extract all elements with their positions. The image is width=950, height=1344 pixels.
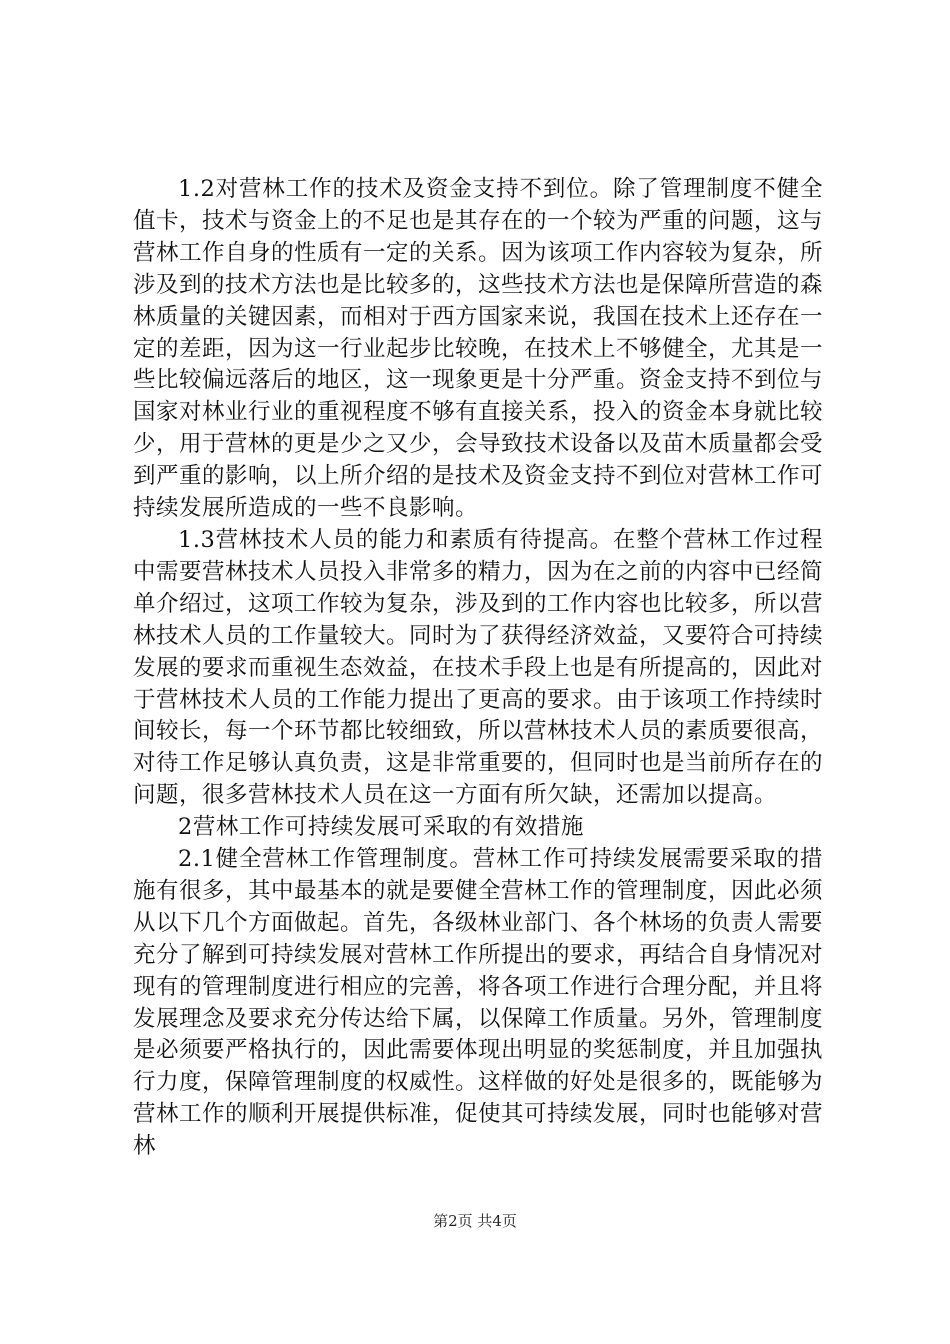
paragraph-1-3: 1.3营林技术人员的能力和素质有待提高。在整个营林工作过程中需要营林技术人员投入非常多的精力，因为在之前的内容中已经简单介绍过，这项工作较为复杂，涉及到的工作内容也比较多，所以营林技术人员的工作量较大。同时为了获得经济效益，又要符合可持续发展的要求而重视生态效益，在技术手段上也是有所提高的，因此对于营林技术人员的工作能力提出了更高的要求。由于该项工作持续时间较长，每一个环节都比较细致，所以营林技术人员的素质要很高，对待工作足够认真负责，这是非常重要的，但同时也是当前所存在的问题，很多营林技术人员在这一方面有所欠缺，还需加以提高。 <box>133 526 824 809</box>
page-number-footer: 第2页 共4页 <box>433 1212 517 1230</box>
section-heading-2: 2营林工作可持续发展可采取的有效措施 <box>178 814 584 841</box>
document-body <box>133 174 823 1163</box>
paragraph-2-1: 2.1健全营林工作管理制度。营林工作可持续发展需要采取的措施有很多，其中最基本的就是要健全营林工作的管理制度，因此必须从以下几个方面做起。首先，各级林业部门、各个林场的负责人需要充分了解到可持续发展对营林工作所提出的要求，再结合自身情况对现有的管理制度进行相应的完善，将各项工作进行合理分配，并且将发展理念及要求充分传达给下属，以保障工作质量。另外，管理制度是必须要严格执行的，因此需要体现出明显的奖惩制度，并且加强执行力度，保障管理制度的权威性。这样做的好处是很多的，既能够为营林工作的顺利开展提供标准，促使其可持续发展，同时也能够对营林 <box>133 846 824 1160</box>
paragraph-1-2: 1.2对营林工作的技术及资金支持不到位。除了管理制度不健全值卡，技术与资金上的不足也是其存在的一个较为严重的问题，这与营林工作自身的性质有一定的关系。因为该项工作内容较为复杂，所涉及到的技术方法也是比较多的，这些技术方法也是保障所营造的森林质量的关键因素，而相对于西方国家来说，我国在技术上还存在一定的差距，因为这一行业起步比较晚，在技术上不够健全，尤其是一些比较偏远落后的地区，这一现象更是十分严重。资金支持不到位与国家对林业行业的重视程度不够有直接关系，投入的资金本身就比较少，用于营林的更是少之又少，会导致技术设备以及苗木质量都会受到严重的影响，以上所介绍的是技术及资金支持不到位对营林工作可持续发展所造成的一些不良影响。 <box>133 176 824 522</box>
